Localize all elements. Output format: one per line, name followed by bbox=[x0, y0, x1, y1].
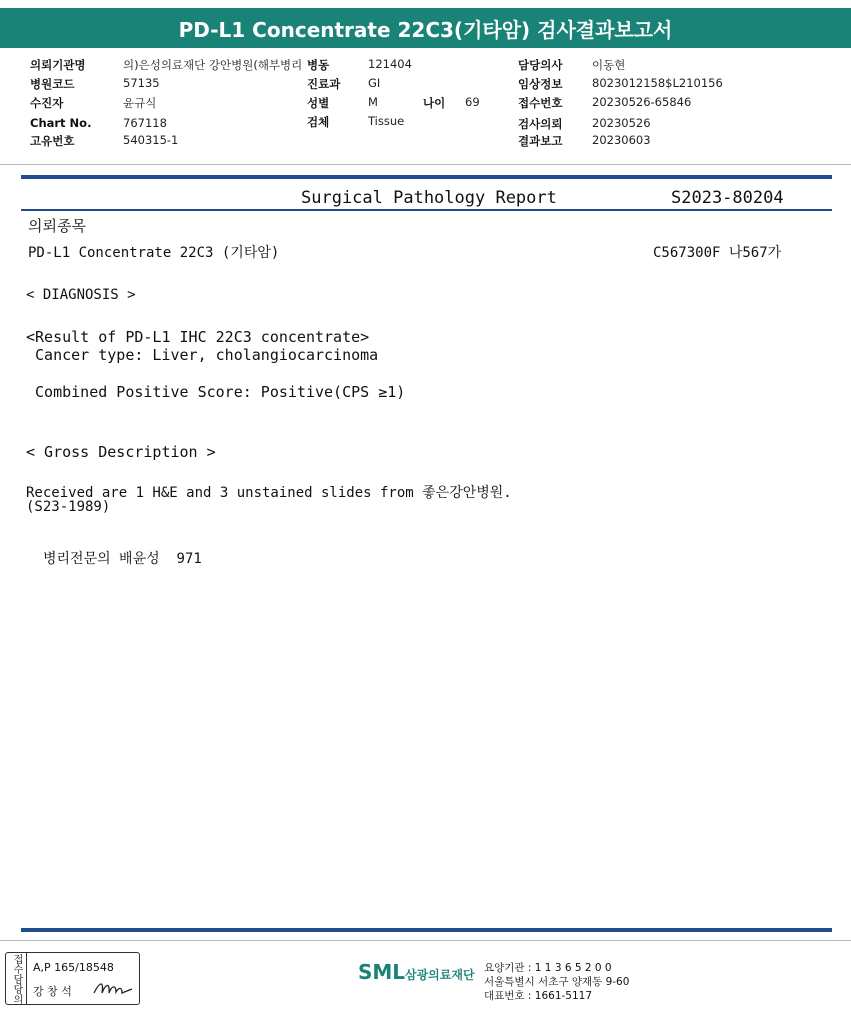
value-department: GI bbox=[368, 76, 381, 90]
gross-heading: < Gross Description > bbox=[26, 443, 216, 461]
label-hospital-code: 병원코드 bbox=[30, 77, 75, 91]
label-patient: 수진자 bbox=[30, 96, 64, 110]
label-test-request: 검사의뢰 bbox=[518, 117, 563, 131]
value-clinical-info: 8023012158$L210156 bbox=[592, 76, 723, 90]
label-accession: 접수번호 bbox=[518, 96, 563, 110]
label-unique-id: 고유번호 bbox=[30, 134, 75, 148]
phone: 대표번호 : 1661-5117 bbox=[484, 990, 593, 1002]
report-title: PD-L1 Concentrate 22C3(기타암) 검사결과보고서 bbox=[0, 8, 851, 48]
label-chart-no: Chart No. bbox=[30, 116, 92, 130]
diagnosis-heading: < DIAGNOSIS > bbox=[26, 287, 136, 303]
label-doctor: 담당의사 bbox=[518, 58, 563, 72]
label-ward: 병동 bbox=[307, 58, 330, 72]
pathologist: 병리전문의 배윤성 971 bbox=[43, 551, 202, 567]
value-accession: 20230526-65846 bbox=[592, 95, 692, 109]
value-sex: M bbox=[368, 95, 378, 109]
cancer-type: Cancer type: Liver, cholangiocarcinoma bbox=[26, 346, 379, 364]
request-code: C567300F 나567가 bbox=[653, 245, 782, 261]
label-clinical-info: 임상정보 bbox=[518, 77, 563, 91]
request-item: PD-L1 Concentrate 22C3 (기타암) bbox=[28, 245, 280, 261]
value-ward: 121404 bbox=[368, 57, 412, 71]
value-chart-no: 767118 bbox=[123, 116, 167, 130]
value-unique-id: 540315-1 bbox=[123, 133, 179, 147]
request-label: 의뢰종목 bbox=[28, 217, 86, 235]
report-number: S2023-80204 bbox=[671, 188, 784, 208]
report-bottom-rule bbox=[21, 928, 832, 932]
value-test-request: 20230526 bbox=[592, 116, 651, 130]
cps-result: Combined Positive Score: Positive(CPS ≥1) bbox=[26, 383, 406, 401]
report-top-rule bbox=[21, 175, 832, 179]
value-age: 69 bbox=[465, 95, 480, 109]
institution-code: 요양기관 : 1 1 3 6 5 2 0 0 bbox=[484, 962, 612, 974]
label-age: 나이 bbox=[423, 96, 446, 110]
label-department: 진료과 bbox=[307, 77, 341, 91]
header-divider bbox=[0, 164, 851, 165]
value-specimen: Tissue bbox=[368, 114, 405, 128]
gross-line-2: (S23-1989) bbox=[26, 499, 111, 515]
label-institution: 의뢰기관명 bbox=[30, 58, 86, 72]
stamp-label: 접수담당의 bbox=[6, 953, 27, 1004]
ap-number: A,P 165/18548 bbox=[33, 961, 114, 974]
value-patient: 윤규식 bbox=[123, 96, 157, 110]
signer-name: 강 창 석 bbox=[33, 985, 72, 998]
label-sex: 성별 bbox=[307, 96, 330, 110]
label-result-report: 결과보고 bbox=[518, 134, 563, 148]
sml-logo: SML bbox=[358, 960, 406, 984]
value-institution: 의)은성의료재단 강안병원(해부병리 bbox=[123, 58, 303, 72]
value-hospital-code: 57135 bbox=[123, 76, 160, 90]
value-doctor: 이동현 bbox=[592, 58, 626, 72]
footer-divider bbox=[0, 940, 851, 941]
reception-stamp bbox=[5, 952, 140, 1005]
gross-line-1: Received are 1 H&E and 3 unstained slides from 좋은강안병원. bbox=[26, 485, 512, 501]
label-specimen: 검체 bbox=[307, 115, 330, 129]
result-title: <Result of PD-L1 IHC 22C3 concentrate> bbox=[26, 328, 370, 346]
value-result-report: 20230603 bbox=[592, 133, 651, 147]
report-heading: Surgical Pathology Report bbox=[301, 188, 557, 208]
org-name: 삼광의료재단 bbox=[405, 968, 475, 982]
address: 서울특별시 서초구 양재동 9-60 bbox=[484, 976, 630, 988]
signature-icon bbox=[92, 977, 136, 999]
report-heading-rule bbox=[21, 209, 832, 211]
